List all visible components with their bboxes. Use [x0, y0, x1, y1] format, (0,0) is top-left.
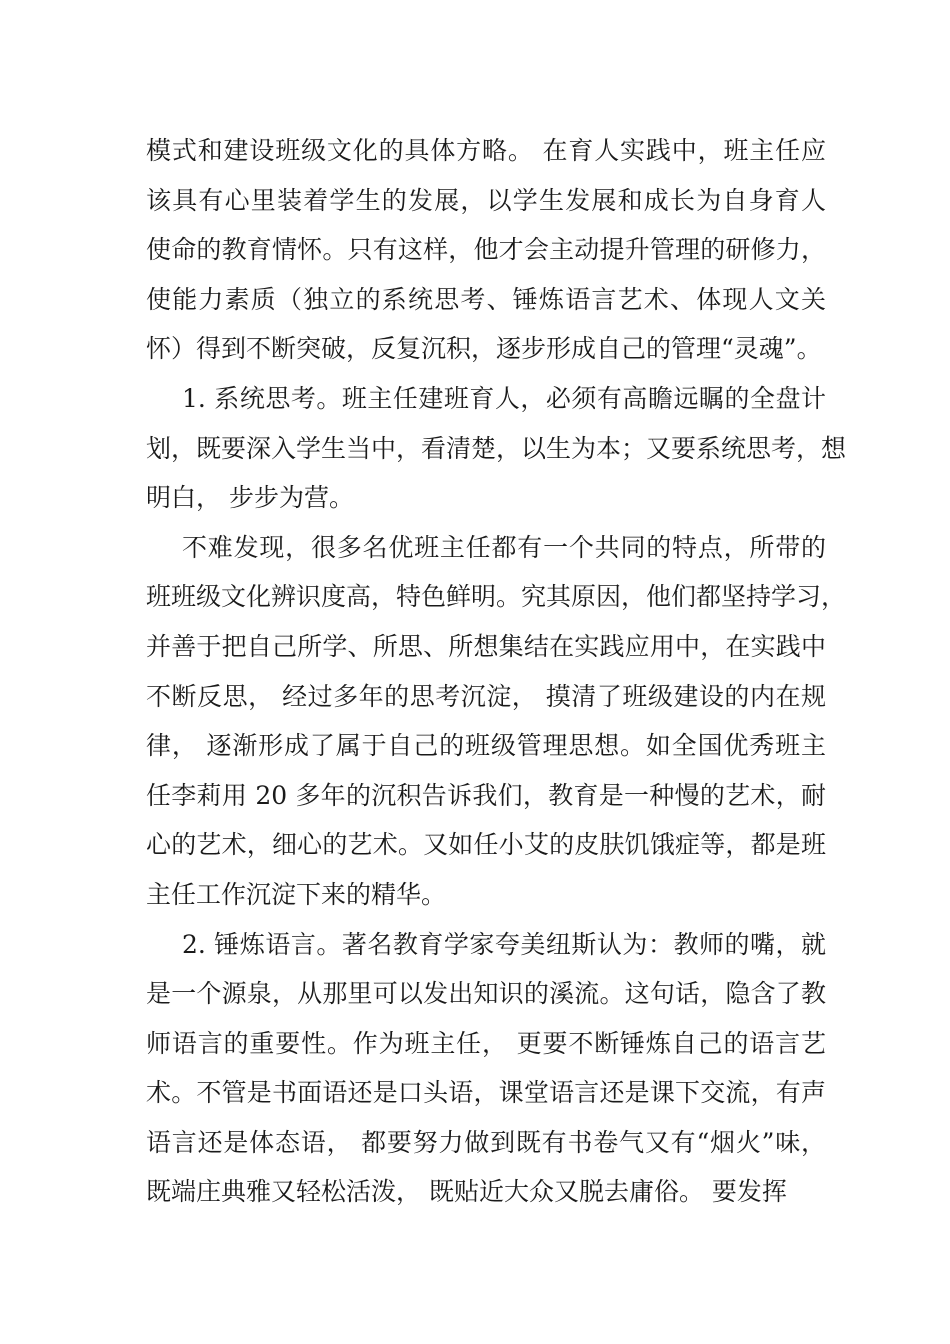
text-line: 使命的教育情怀。只有这样，他才会主动提升管理的研修力，: [146, 235, 826, 265]
text-line: 律， 逐渐形成了属于自己的班级管理思想。如全国优秀班主: [146, 731, 826, 761]
text-line: 主任工作沉淀下来的精华。: [146, 879, 447, 909]
text-line: 既端庄典雅又轻松活泼， 既贴近大众又脱去庸俗。 要发挥: [146, 1177, 787, 1207]
text-line: 不难发现，很多名优班主任都有一个共同的特点，所带的: [182, 532, 826, 562]
text-line: 术。不管是书面语还是口头语，课堂语言还是课下交流，有声: [146, 1078, 826, 1108]
text-line: 任李莉用 20 多年的沉积告诉我们，教育是一种慢的艺术，耐: [146, 780, 826, 810]
paragraph-1: [146, 126, 826, 374]
paragraph-4: [146, 920, 826, 1218]
text-line: 班班级文化辨识度高，特色鲜明。究其原因，他们都坚持学习，: [146, 582, 847, 612]
text-line: 划，既要深入学生当中，看清楚，以生为本；又要系统思考，想: [146, 433, 847, 463]
text-line: 该具有心里装着学生的发展，以学生发展和成长为自身育人: [146, 185, 826, 215]
text-line: 语言还是体态语， 都要努力做到既有书卷气又有“烟火”味，: [146, 1127, 826, 1157]
text-line: 是一个源泉，从那里可以发出知识的溪流。这句话，隐含了教: [146, 979, 826, 1009]
text-line: 不断反思， 经过多年的思考沉淀， 摸清了班级建设的内在规: [146, 681, 826, 711]
text-line: 心的艺术，细心的艺术。又如任小艾的皮肤饥饿症等，都是班: [146, 830, 826, 860]
text-line: 1. 系统思考。班主任建班育人，必须有高瞻远瞩的全盘计: [182, 383, 826, 413]
paragraph-3: [146, 523, 847, 920]
text-line: 并善于把自己所学、所思、所想集结在实践应用中，在实践中: [146, 631, 826, 661]
paragraph-2: [146, 374, 847, 523]
text-line: 使能力素质（独立的系统思考、锤炼语言艺术、体现人文关: [146, 284, 826, 314]
text-line: 师语言的重要性。作为班主任， 更要不断锤炼自己的语言艺: [146, 1028, 826, 1058]
text-line: 怀）得到不断突破，反复沉积，逐步形成自己的管理“灵魂”。: [146, 334, 822, 364]
text-line: 2. 锤炼语言。著名教育学家夸美纽斯认为：教师的嘴，就: [182, 929, 826, 959]
text-line: 模式和建设班级文化的具体方略。 在育人实践中，班主任应: [146, 136, 826, 165]
document-body: [146, 126, 847, 1217]
text-line: 明白， 步步为营。: [146, 483, 354, 513]
